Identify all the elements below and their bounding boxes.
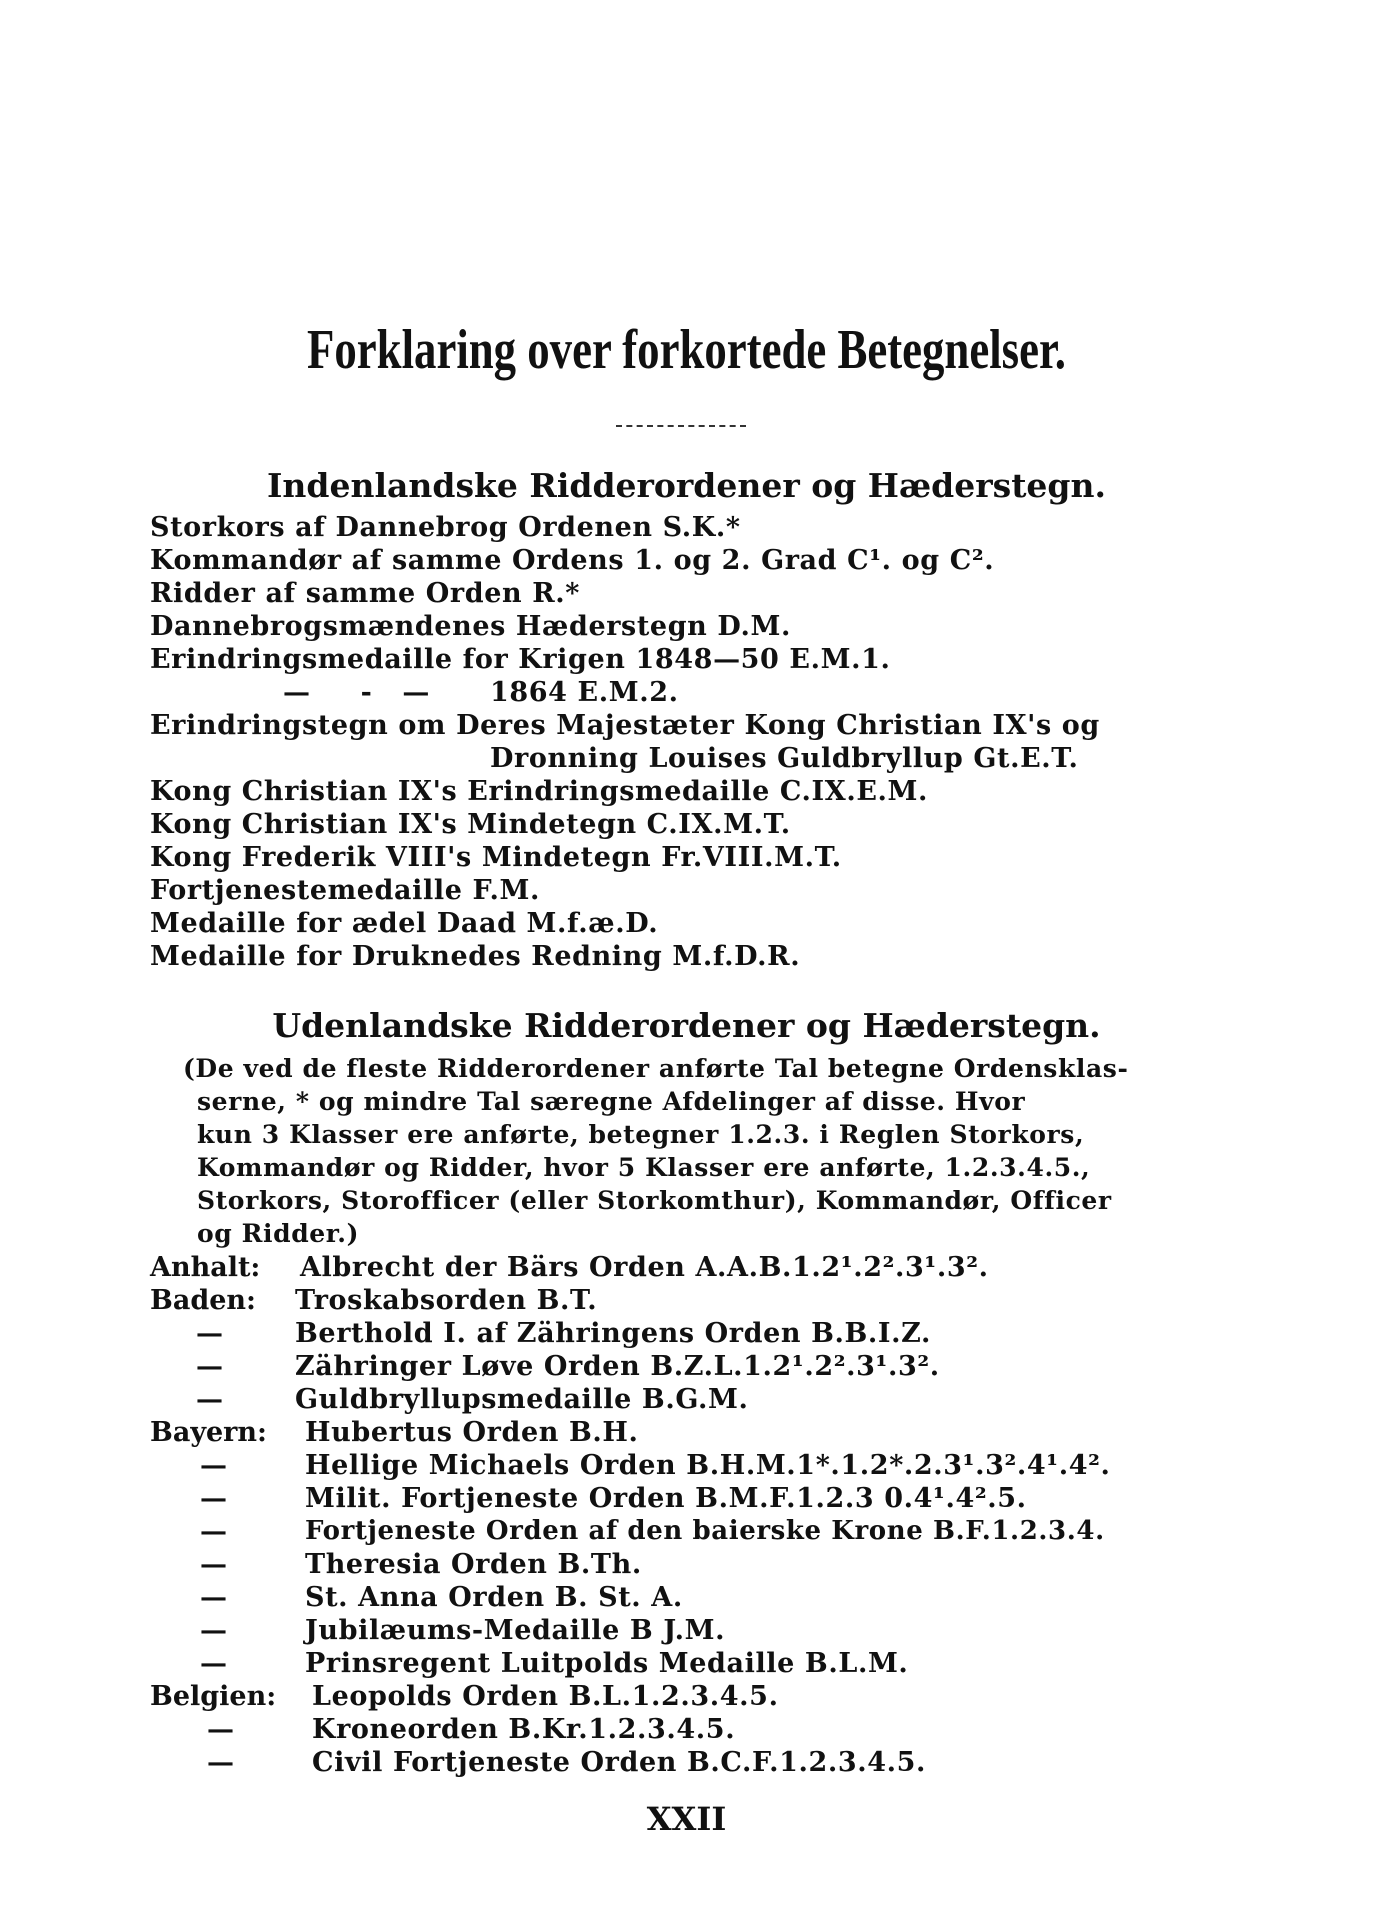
order-entry: Jubilæums-Medaille B J.M.: [305, 1615, 726, 1646]
section-heading-domestic: Indenlandske Ridderordener og Hæderstegn.: [267, 466, 1106, 505]
entry-line: Storkors af Dannebrog Ordenen S.K.*: [150, 512, 741, 543]
page-title: Forklaring over forkortede Betegnelser.: [307, 319, 1066, 381]
entry-line: Erindringstegn om Deres Majestæter Kong Christian IX's og: [150, 710, 1100, 741]
note-line: Storkors, Storofficer (eller Storkomthur), Kommandør, Officer: [197, 1186, 1112, 1215]
ditto-dash: —: [200, 1483, 227, 1514]
entry-line: Fortjenestemedaille F.M.: [150, 875, 541, 906]
order-entry: Milit. Fortjeneste Orden B.M.F.1.2.3 0.4¹.4².5.: [305, 1483, 1027, 1514]
note-line: serne, * og mindre Tal særegne Afdelinger af disse. Hvor: [197, 1087, 1026, 1116]
ditto-dash: —: [196, 1351, 223, 1382]
entry-line-continuation: Dronning Louises Guldbryllup Gt.E.T.: [490, 743, 1079, 774]
entry-line: Medaille for ædel Daad M.f.æ.D.: [150, 908, 659, 939]
note-line: kun 3 Klasser ere anførte, betegner 1.2.3. i Reglen Storkors,: [197, 1120, 1085, 1149]
order-entry: Berthold I. af Zähringens Orden B.B.I.Z.: [295, 1318, 931, 1349]
order-entry: Prinsregent Luitpolds Medaille B.L.M.: [305, 1648, 909, 1679]
ditto-dash: —: [207, 1714, 234, 1745]
note-line: Kommandør og Ridder, hvor 5 Klasser ere anførte, 1.2.3.4.5.,: [197, 1153, 1091, 1182]
ditto-dash: —: [200, 1450, 227, 1481]
entry-line: Erindringsmedaille for Krigen 1848—50 E.M.1.: [150, 644, 891, 675]
order-entry: Troskabsorden B.T.: [295, 1285, 598, 1316]
note-line: og Ridder.): [197, 1219, 360, 1248]
entry-line: Kommandør af samme Ordens 1. og 2. Grad C¹. og C².: [150, 545, 995, 576]
country-label-anhalt: Anhalt:: [150, 1252, 261, 1283]
order-entry: Civil Fortjeneste Orden B.C.F.1.2.3.4.5.: [312, 1747, 927, 1778]
ditto-dash: —: [200, 1549, 227, 1580]
entry-line: Ridder af samme Orden R.*: [150, 578, 580, 609]
section-heading-foreign: Udenlandske Ridderordener og Hæderstegn.: [272, 1006, 1101, 1045]
entry-line-ditto: — - — 1864 E.M.2.: [283, 677, 679, 708]
ditto-dash: —: [200, 1648, 227, 1679]
ditto-dash: —: [200, 1615, 227, 1646]
order-entry: Zähringer Løve Orden B.Z.L.1.2¹.2².3¹.3².: [295, 1351, 940, 1382]
entry-line: Kong Christian IX's Erindringsmedaille C.IX.E.M.: [150, 776, 928, 807]
ditto-dash: —: [200, 1516, 227, 1547]
page-number: XXII: [646, 1800, 727, 1838]
ditto-dash: —: [207, 1747, 234, 1778]
note-line: (De ved de fleste Ridderordener anførte Tal betegne Ordensklas-: [183, 1054, 1129, 1083]
order-entry: Kroneorden B.Kr.1.2.3.4.5.: [312, 1714, 736, 1745]
order-entry: Leopolds Orden B.L.1.2.3.4.5.: [312, 1681, 779, 1712]
ditto-dash: —: [200, 1582, 227, 1613]
order-entry: Albrecht der Bärs Orden A.A.B.1.2¹.2².3¹.3².: [300, 1252, 989, 1283]
order-entry: Guldbryllupsmedaille B.G.M.: [295, 1384, 749, 1415]
order-entry: Hellige Michaels Orden B.H.M.1*.1.2*.2.3¹.3².4¹.4².: [305, 1450, 1111, 1481]
country-label-baden: Baden:: [150, 1285, 256, 1316]
order-entry: Fortjeneste Orden af den baierske Krone B.F.1.2.3.4.: [305, 1516, 1105, 1546]
country-label-bayern: Bayern:: [150, 1417, 268, 1448]
entry-line: Medaille for Druknedes Redning M.f.D.R.: [150, 941, 801, 972]
entry-line: Kong Frederik VIII's Mindetegn Fr.VIII.M.T.: [150, 842, 842, 873]
ditto-dash: —: [196, 1384, 223, 1415]
order-entry: St. Anna Orden B. St. A.: [305, 1582, 683, 1613]
title-divider: [616, 425, 746, 427]
order-entry: Hubertus Orden B.H.: [305, 1417, 639, 1448]
country-label-belgien: Belgien:: [150, 1681, 277, 1712]
order-entry: Theresia Orden B.Th.: [305, 1549, 642, 1580]
entry-line: Kong Christian IX's Mindetegn C.IX.M.T.: [150, 809, 791, 840]
ditto-dash: —: [196, 1318, 223, 1349]
entry-line: Dannebrogsmændenes Hæderstegn D.M.: [150, 611, 791, 642]
